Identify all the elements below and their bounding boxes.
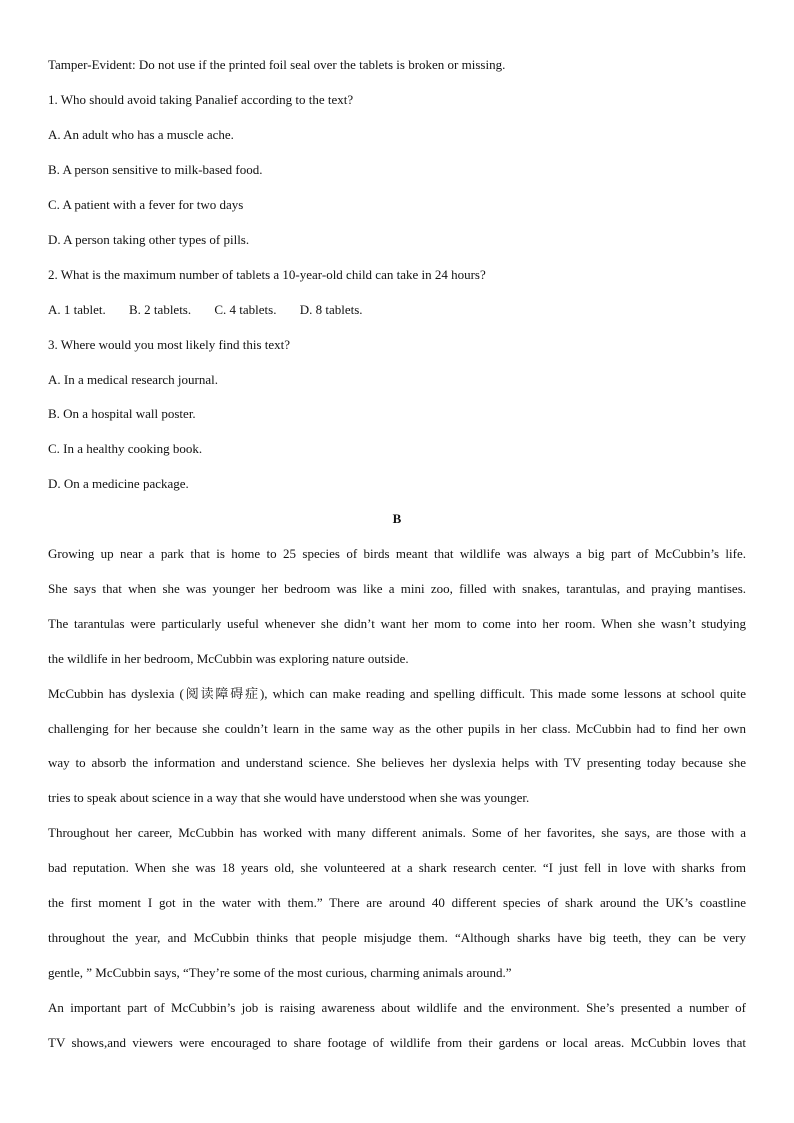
question-1-option-b: B. A person sensitive to milk-based food.: [48, 162, 263, 177]
question-2-option-d: D. 8 tablets.: [299, 302, 363, 317]
question-2-option-a: A. 1 tablet.: [48, 302, 106, 317]
tamper-notice: Tamper-Evident: Do not use if the printed foil seal over the tablets is broken or missing.: [48, 57, 506, 72]
section-heading: B: [392, 511, 402, 526]
passage-line: An important part of McCubbin’s job is raising awareness about wildlife and the environment. She’s presented a number of: [48, 1000, 746, 1015]
passage-line: the first moment I got in the water with them.” There are around 40 different species of shark around the UK’s coastline: [48, 895, 746, 910]
question-3-option-a: A. In a medical research journal.: [48, 372, 219, 387]
passage-line: She says that when she was younger her bedroom was like a mini zoo, filled with snakes, tarantulas, and praying mantises.: [48, 581, 746, 596]
question-2-option-b: B. 2 tablets.: [129, 302, 192, 317]
passage-line: the wildlife in her bedroom, McCubbin was exploring nature outside.: [48, 651, 409, 666]
question-3-option-c: C. In a healthy cooking book.: [48, 441, 203, 456]
passage-line: McCubbin has dyslexia (阅读障碍症), which can make reading and spelling difficult. This made some lessons at school quite: [48, 686, 746, 701]
question-2-options: [48, 300, 746, 320]
question-1-option-d: D. A person taking other types of pills.: [48, 232, 250, 247]
passage-line: The tarantulas were particularly useful whenever she didn’t want her mom to come into her room. When she wasn’t studying: [48, 616, 746, 631]
passage-line: gentle, ” McCubbin says, “They’re some of the most curious, charming animals around.”: [48, 965, 512, 980]
passage-line: challenging for her because she couldn’t learn in the same way as the other pupils in her class. McCubbin had to find her own: [48, 721, 746, 736]
passage-line: bad reputation. When she was 18 years old, she volunteered at a shark research center. “I just fell in love with sharks from: [48, 860, 746, 875]
passage-line: throughout the year, and McCubbin thinks that people misjudge them. “Although sharks have big teeth, they can be very: [48, 930, 746, 945]
question-3-option-d: D. On a medicine package.: [48, 476, 189, 491]
passage-line: way to absorb the information and understand science. She believes her dyslexia helps with TV presenting today because she: [48, 755, 746, 770]
question-2: 2. What is the maximum number of tablets a 10-year-old child can take in 24 hours?: [48, 267, 486, 282]
question-1: 1. Who should avoid taking Panalief according to the text?: [48, 92, 354, 107]
passage-line: tries to speak about science in a way that she would have understood when she was younger.: [48, 790, 530, 805]
passage-line: Growing up near a park that is home to 25 species of birds meant that wildlife was always a big part of McCubbin’s life.: [48, 546, 746, 561]
passage-line: TV shows,and viewers were encouraged to share footage of wildlife from their gardens or local areas. McCubbin loves that: [48, 1035, 746, 1050]
question-1-option-c: C. A patient with a fever for two days: [48, 197, 244, 212]
question-2-option-c: C. 4 tablets.: [214, 302, 277, 317]
question-3: 3. Where would you most likely find this text?: [48, 337, 291, 352]
passage-line: Throughout her career, McCubbin has worked with many different animals. Some of her favorites, she says, are those with a: [48, 825, 746, 840]
question-1-option-a: A. An adult who has a muscle ache.: [48, 127, 234, 142]
question-3-option-b: B. On a hospital wall poster.: [48, 406, 196, 421]
